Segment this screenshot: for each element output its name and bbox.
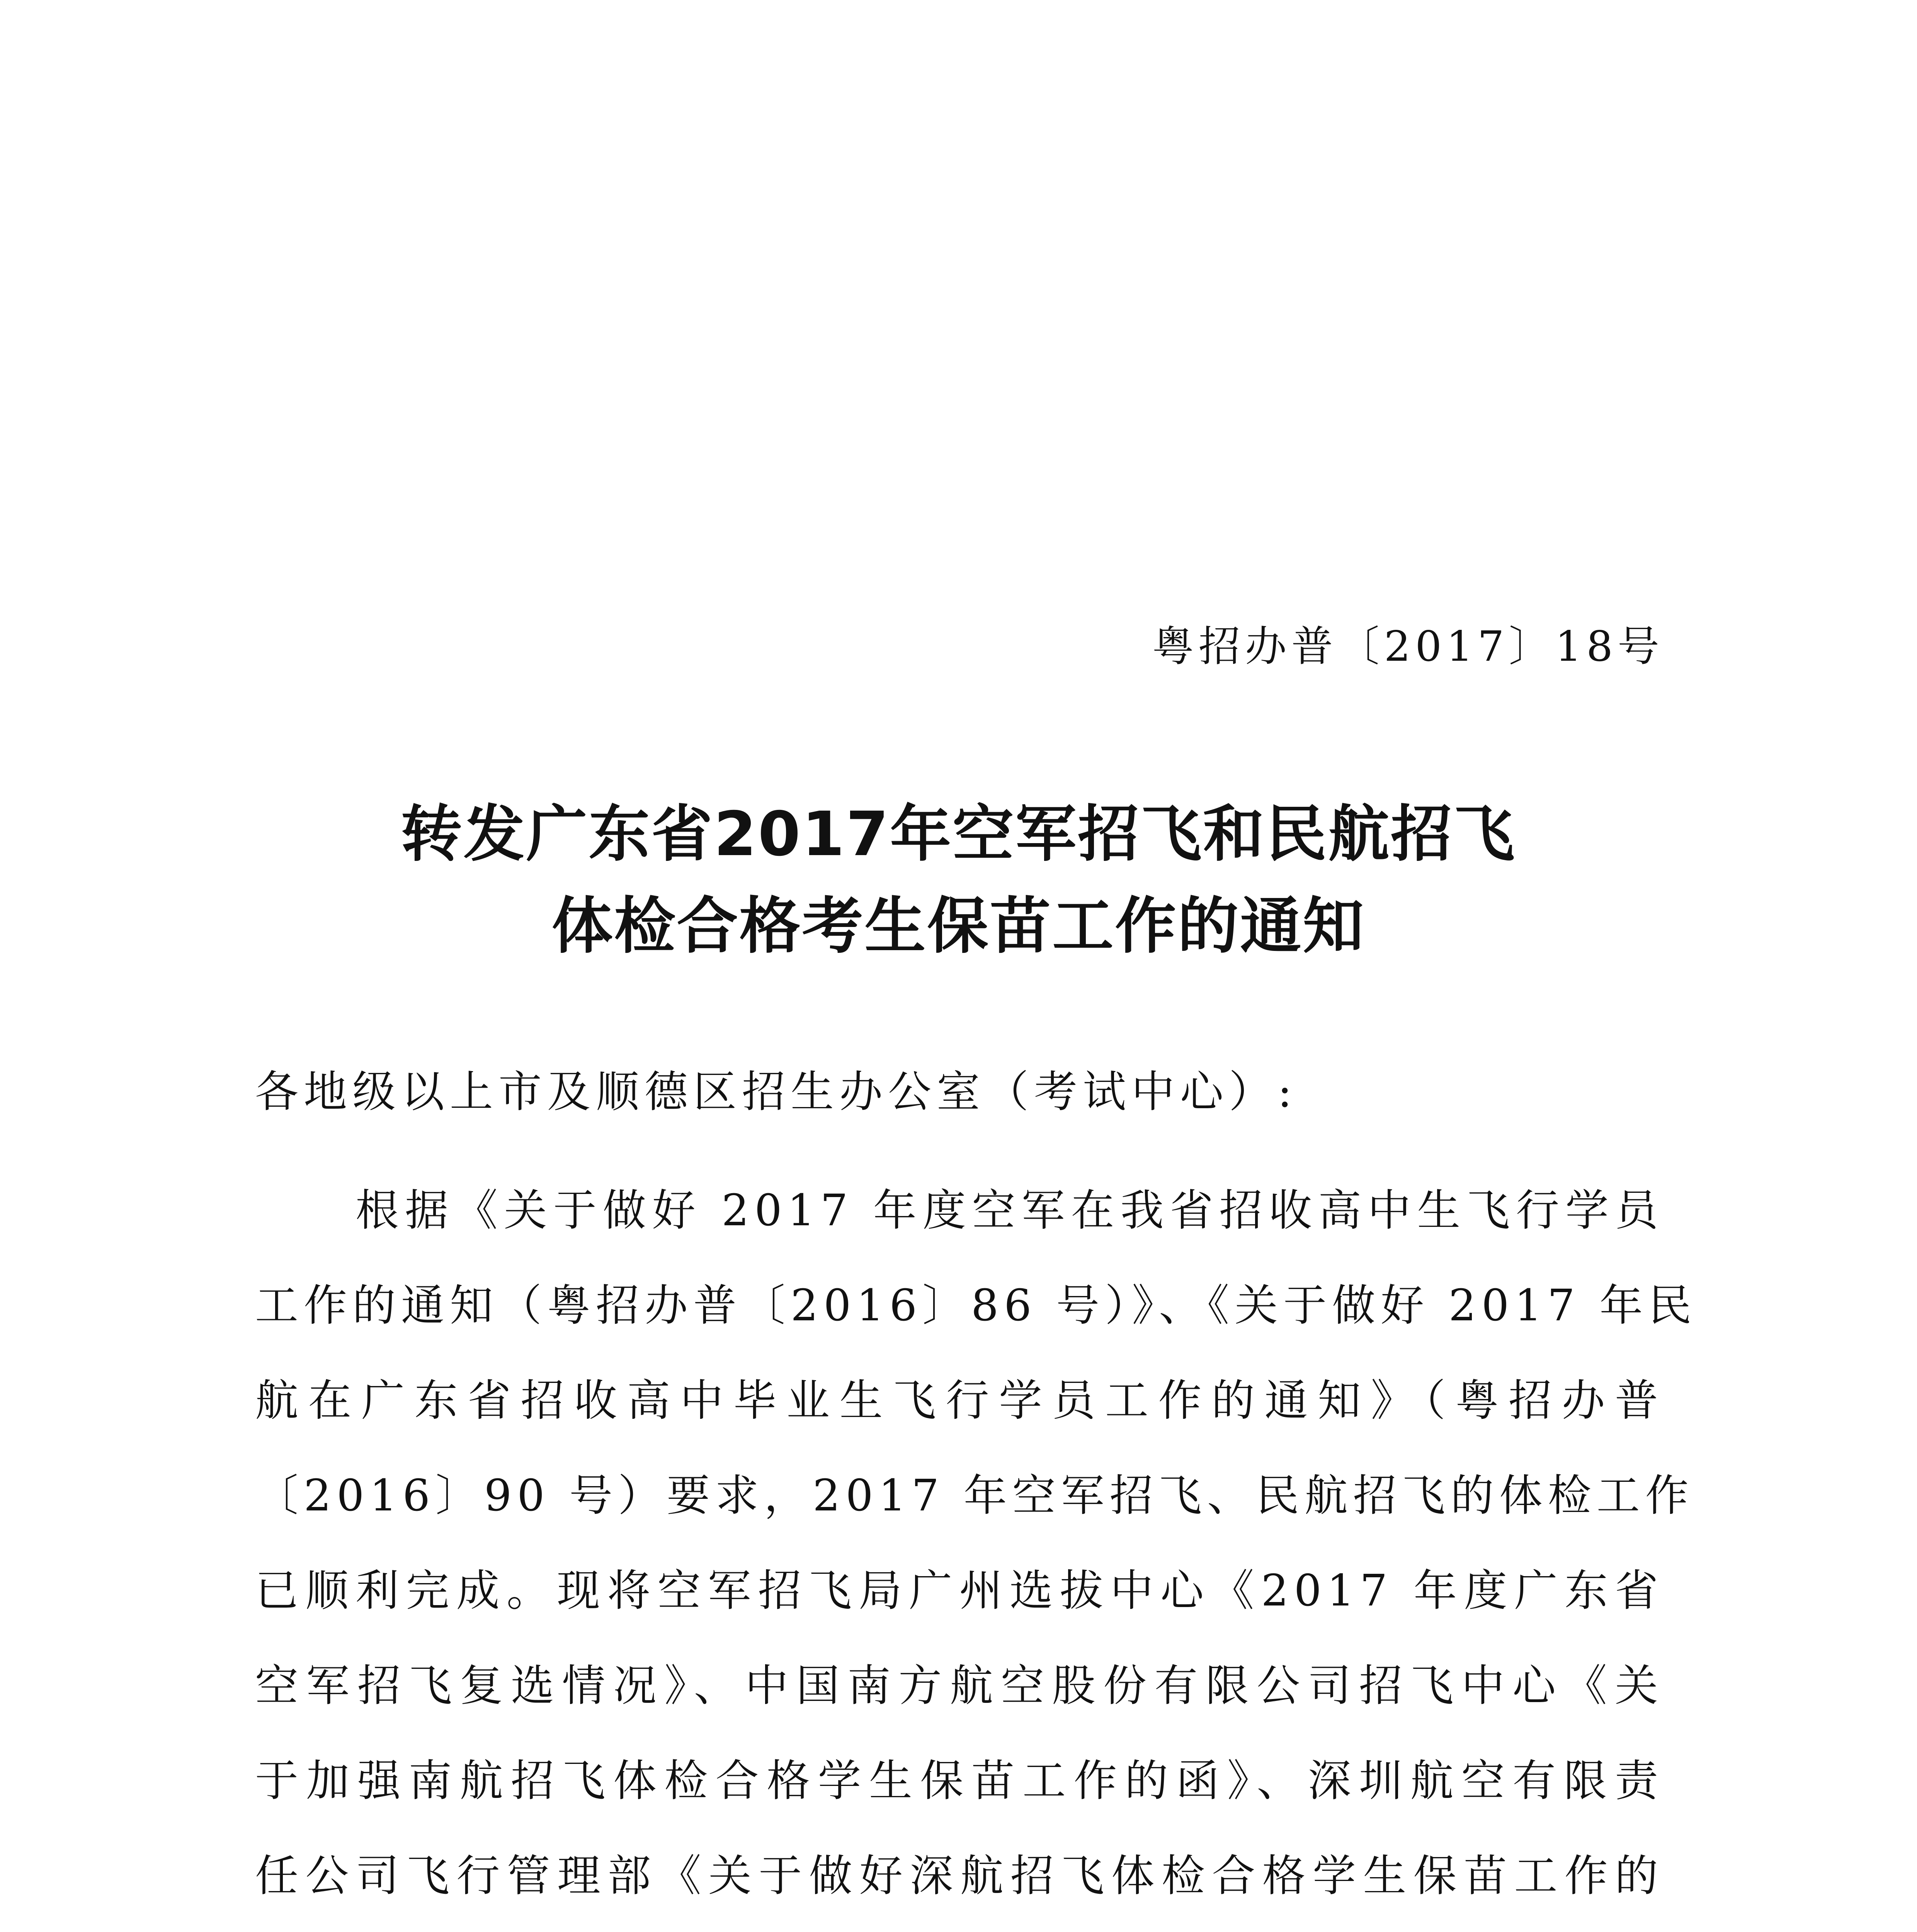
title-line-2: 体检合格考生保苗工作的通知 (551, 891, 1366, 962)
body-line: 已顺利完成。现将空军招飞局广州选拔中心《2017 年度广东省 (255, 1566, 1664, 1616)
title-line-1: 转发广东省2017年空军招飞和民航招飞 (401, 799, 1516, 870)
body-line: 于加强南航招飞体检合格学生保苗工作的函》、深圳航空有限责 (255, 1756, 1664, 1806)
document-number: 粤招办普〔2017〕18号 (1152, 622, 1664, 671)
body-line: 空军招飞复选情况》、中国南方航空股份有限公司招飞中心《关 (255, 1661, 1664, 1711)
body-line: 根据《关于做好 2017 年度空军在我省招收高中生飞行学员 (356, 1185, 1664, 1236)
salutation: 各地级以上市及顺德区招生办公室（考试中心）: (255, 1067, 1298, 1117)
body-line: 任公司飞行管理部《关于做好深航招飞体检合格学生保苗工作的 (255, 1851, 1664, 1901)
body-text (255, 1163, 1697, 1932)
body-line: 航在广东省招收高中毕业生飞行学员工作的通知》（粤招办普 (255, 1376, 1664, 1426)
body-line: 〔2016〕90 号）要求，2017 年空军招飞、民航招飞的体检工作 (255, 1471, 1694, 1521)
body-line: 工作的通知（粤招办普〔2016〕86 号）》、《关于做好 2017 年民 (255, 1281, 1697, 1331)
body-line (255, 1923, 1664, 1932)
document-title (0, 788, 1917, 972)
